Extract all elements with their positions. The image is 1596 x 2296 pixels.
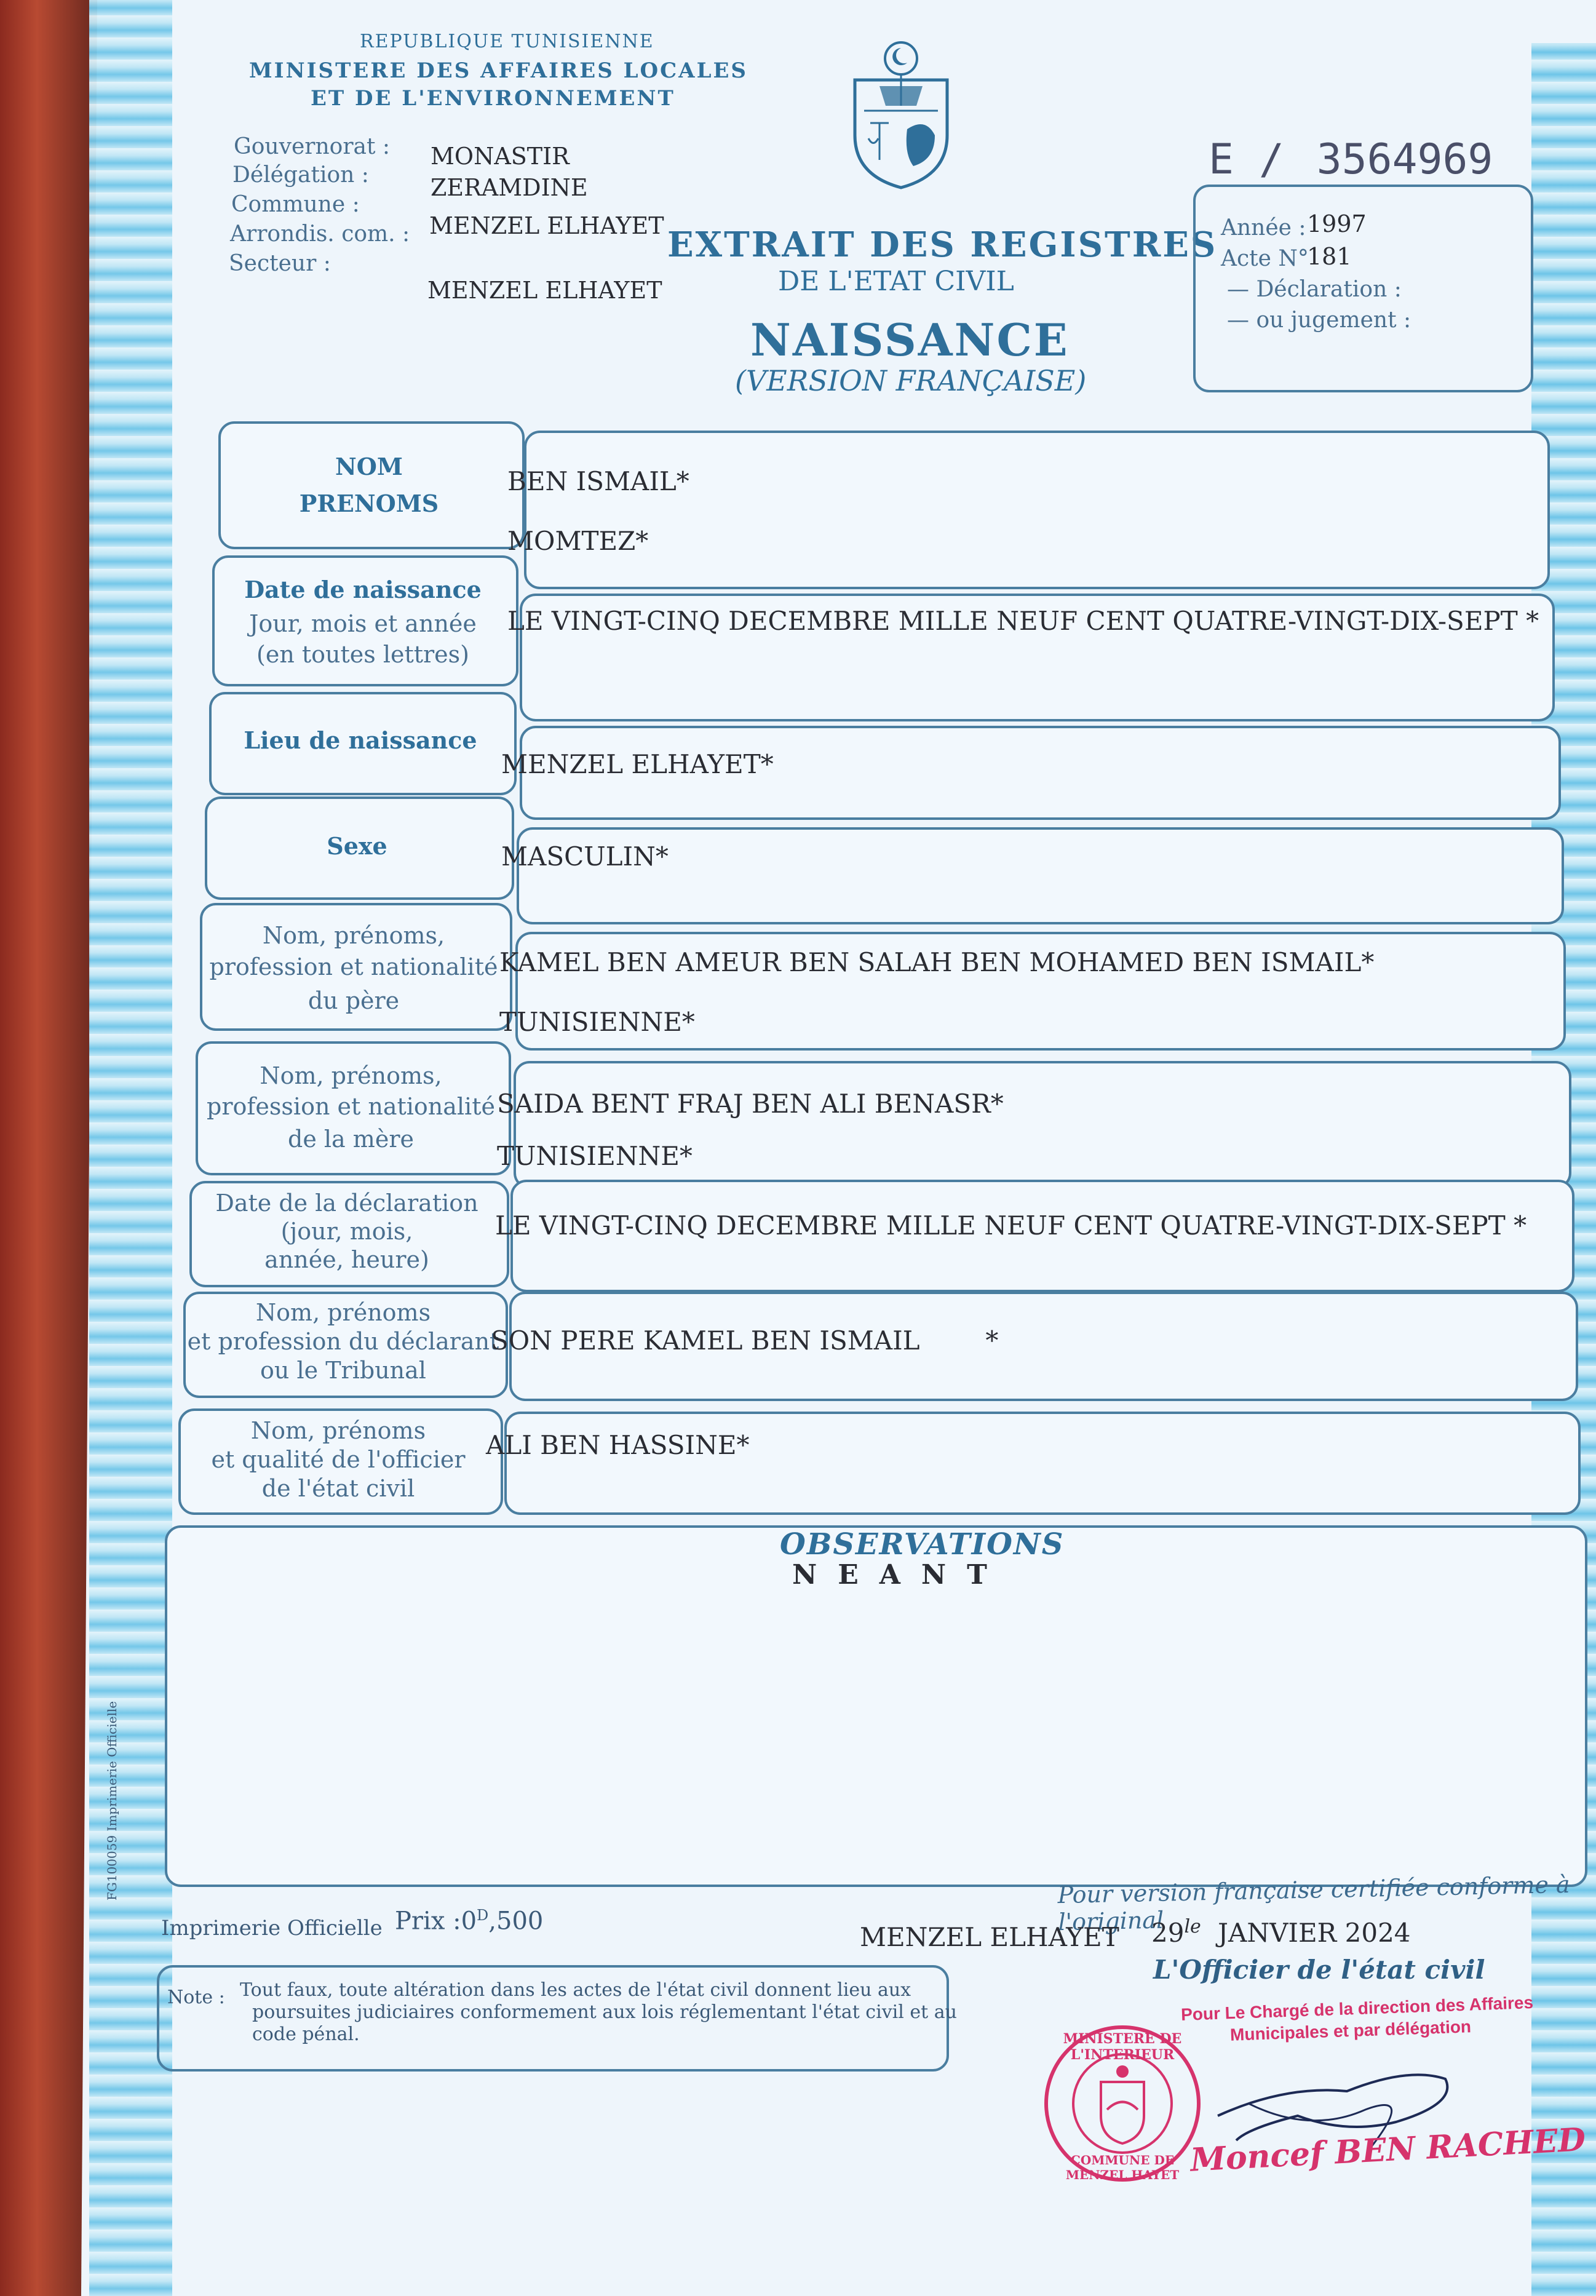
prix-label: Prix :0 bbox=[395, 1907, 477, 1936]
officier-value: ALI BEN HASSINE* bbox=[486, 1430, 750, 1460]
prix-unit: D bbox=[477, 1907, 489, 1924]
nom-label-box bbox=[218, 421, 525, 549]
declarant-value: SON PERE KAMEL BEN ISMAIL * bbox=[491, 1325, 999, 1356]
mere-label-line1: Nom, prénoms, bbox=[260, 1062, 442, 1089]
nom-value-box bbox=[524, 431, 1550, 589]
stamp-delegation-line1: Pour Le Chargé de la direction des Affaires bbox=[1180, 1993, 1534, 2024]
note-line3: code pénal. bbox=[252, 2024, 360, 2045]
document-type-title: NAISSANCE bbox=[750, 314, 1070, 366]
mere-label-line2: profession et nationalité bbox=[207, 1093, 495, 1120]
ministry-line2: ET DE L'ENVIRONNEMENT bbox=[311, 86, 675, 111]
gouvernorat-value: MONASTIR bbox=[431, 143, 570, 170]
annee-value: 1997 bbox=[1307, 210, 1367, 237]
officier-value-box bbox=[504, 1412, 1581, 1515]
document-title-line1: EXTRAIT DES REGISTRES bbox=[667, 224, 1218, 265]
declaration-label-line1: Date de la déclaration bbox=[215, 1190, 478, 1217]
issue-date bbox=[1151, 1916, 1411, 1948]
lieu-value: MENZEL ELHAYET* bbox=[501, 749, 774, 779]
date-naissance-label: Date de naissance bbox=[244, 576, 482, 603]
stamp-delegation-line2: Municipales et par délégation bbox=[1229, 2017, 1472, 2044]
gouvernorat-label: Gouvernorat : bbox=[234, 134, 391, 159]
prix-amount: ,500 bbox=[488, 1907, 544, 1936]
mere-value-line2: TUNISIENNE* bbox=[497, 1141, 693, 1171]
decorative-border-left bbox=[89, 0, 172, 2296]
stamp-ring-bottom: COMMUNE DE MENZEL HAYET bbox=[1065, 2153, 1180, 2182]
delegation-value: ZERAMDINE bbox=[431, 174, 588, 201]
serial-value: 3564969 bbox=[1316, 135, 1493, 184]
date-naissance-sublabel2: (en toutes lettres) bbox=[256, 641, 469, 668]
declarant-label-line3: ou le Tribunal bbox=[260, 1357, 426, 1384]
document-title-line2: DE L'ETAT CIVIL bbox=[778, 266, 1014, 297]
issue-day: 29 bbox=[1151, 1918, 1185, 1948]
certified-conforme: Pour version française certifiée conforme à l'original bbox=[1057, 1870, 1571, 1936]
issue-month-year: JANVIER 2024 bbox=[1218, 1918, 1411, 1948]
declaration-label-line3: année, heure) bbox=[264, 1246, 429, 1273]
prenoms-label: PRENOMS bbox=[299, 490, 439, 517]
observations-value: NEANT bbox=[792, 1559, 1008, 1591]
issue-place: MENZEL ELHAYET bbox=[860, 1922, 1119, 1952]
commune-label: Commune : bbox=[231, 192, 360, 217]
signatory-name: Moncef BEN RACHED bbox=[1189, 2121, 1587, 2179]
declarant-label-line1: Nom, prénoms bbox=[255, 1299, 431, 1326]
jugement-type-label: — ou jugement : bbox=[1227, 308, 1411, 333]
background-left bbox=[0, 0, 92, 2296]
mere-label-line3: de la mère bbox=[288, 1126, 414, 1153]
delegation-label: Délégation : bbox=[232, 162, 369, 188]
serial-prefix: E / bbox=[1209, 135, 1284, 184]
observations-title: OBSERVATIONS bbox=[780, 1527, 1065, 1562]
serial-number bbox=[1209, 135, 1493, 184]
officier-label-line1: Nom, prénoms bbox=[250, 1417, 426, 1444]
date-naissance-value: LE VINGT-CINQ DECEMBRE MILLE NEUF CENT QUATRE-VINGT-DIX-SEPT * bbox=[507, 606, 1539, 636]
acte-label: Acte N° bbox=[1221, 246, 1309, 271]
sexe-value-box bbox=[517, 827, 1564, 924]
prenoms-value: MOMTEZ* bbox=[507, 526, 649, 556]
acte-value: 181 bbox=[1307, 243, 1352, 270]
officer-title: L'Officier de l'état civil bbox=[1153, 1955, 1485, 1985]
officier-label-line3: de l'état civil bbox=[261, 1475, 415, 1502]
secteur-value: MENZEL ELHAYET bbox=[427, 277, 662, 304]
pere-value-line1: KAMEL BEN AMEUR BEN SALAH BEN MOHAMED BEN ISMAIL* bbox=[499, 947, 1375, 977]
republic-heading: REPUBLIQUE TUNISIENNE bbox=[360, 31, 654, 52]
date-naissance-sublabel1: Jour, mois et année bbox=[249, 610, 477, 637]
declaration-type-label: — Déclaration : bbox=[1227, 277, 1402, 302]
note-line1: Tout faux, toute altération dans les actes de l'état civil donnent lieu aux bbox=[240, 1979, 911, 2001]
form-code-vertical: FG100059 Imprimerie Officielle bbox=[105, 1701, 119, 1901]
coat-of-arms-icon bbox=[843, 37, 959, 191]
annee-label: Année : bbox=[1221, 215, 1306, 240]
sexe-label: Sexe bbox=[327, 832, 387, 860]
note-line2: poursuites judiciaires conformement aux lois réglementant l'état civil et au bbox=[252, 2001, 957, 2023]
issue-day-suffix: le bbox=[1184, 1916, 1201, 1937]
pere-label-line2: profession et nationalité bbox=[209, 953, 498, 980]
stamp-ring-top: MINISTERE DE L'INTERIEUR bbox=[1063, 2031, 1182, 2063]
mere-value-line1: SAIDA BENT FRAJ BEN ALI BENASR* bbox=[497, 1089, 1004, 1119]
prix bbox=[395, 1907, 543, 1935]
declaration-value: LE VINGT-CINQ DECEMBRE MILLE NEUF CENT QUATRE-VINGT-DIX-SEPT * bbox=[495, 1210, 1527, 1241]
officier-label-line2: et qualité de l'officier bbox=[211, 1446, 466, 1473]
note-label: Note : bbox=[167, 1987, 225, 2008]
nom-label: NOM bbox=[335, 453, 403, 480]
declarant-label-line2: et profession du déclarant bbox=[187, 1328, 499, 1355]
imprimerie-label: Imprimerie Officielle bbox=[161, 1916, 383, 1940]
secteur-label: Secteur : bbox=[229, 251, 331, 276]
lieu-label: Lieu de naissance bbox=[244, 726, 477, 754]
pere-value-line2: TUNISIENNE* bbox=[499, 1007, 695, 1037]
version-subtitle: (VERSION FRANÇAISE) bbox=[735, 364, 1087, 397]
nom-value: BEN ISMAIL* bbox=[507, 466, 689, 496]
sexe-value: MASCULIN* bbox=[501, 841, 669, 872]
arrondis-value: MENZEL ELHAYET bbox=[429, 212, 664, 239]
pere-label-line3: du père bbox=[308, 987, 400, 1014]
ministry-line1: MINISTERE DES AFFAIRES LOCALES bbox=[249, 58, 748, 83]
pere-label-line1: Nom, prénoms, bbox=[262, 922, 445, 949]
note-text bbox=[240, 1979, 957, 2046]
arrondis-label: Arrondis. com. : bbox=[230, 221, 410, 247]
declaration-label-line2: (jour, mois, bbox=[280, 1218, 413, 1245]
